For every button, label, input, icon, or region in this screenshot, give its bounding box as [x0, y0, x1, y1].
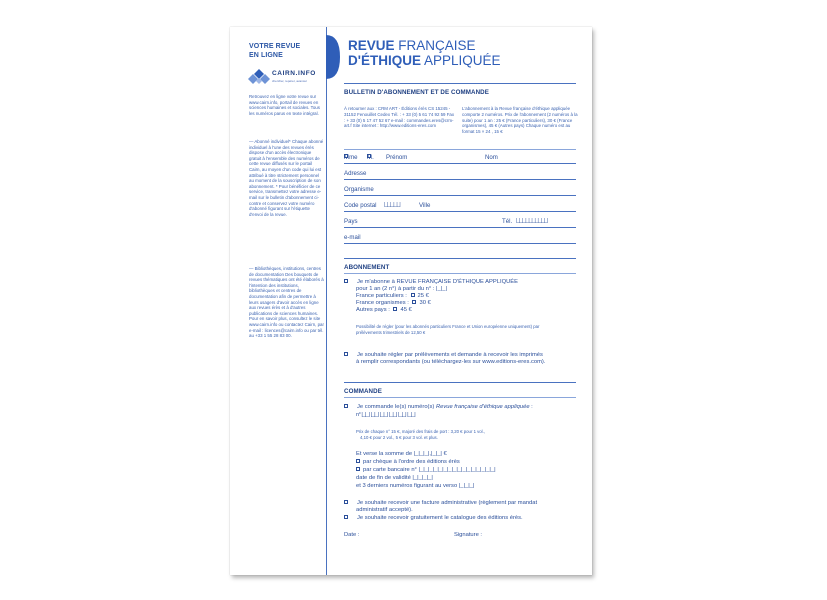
prelevement-note: Possibilité de régler (pour les abonnés particuliers France et Union européenne uniquement) par prélèvements trimestriels de 12,50 € — [356, 324, 540, 335]
sidebar-title: VOTRE REVUE EN LIGNE — [249, 43, 301, 59]
adresse-field[interactable]: Adresse — [344, 170, 576, 180]
abonnement-heading: ABONNEMENT — [344, 264, 390, 271]
sidebar-individual: — Abonné individuel* Chaque abonné individuel à l'une des revues érès dispose d'un accès électronique gratuit à l'ensemble des numéros de cette revue diffusés sur le portail Cairn, au moyen d'un code qui lui est attribué à titre strictement personnel au moment de la souscription de son abonnement. * Pour bénéficier de ce service, transmettez votre adresse e-mail sur le bulletin d'abonnement ci-contre et conservez votre numéro d'abonné figurant sur l'étiquette d'envoi de la revue. — [249, 139, 324, 217]
cheque-checkbox[interactable] — [356, 459, 360, 463]
email-field[interactable]: e-mail — [344, 234, 576, 244]
divider — [344, 382, 576, 383]
subscribe-start: pour 1 an (2 n°) à partir du n° : |_|_| — [356, 286, 448, 292]
divider — [344, 149, 576, 150]
card-checkbox[interactable] — [356, 467, 360, 471]
price-note-1: Prix de chaque n° 15 €, majoré des frais de port : 3,20 € pour 1 vol., — [356, 429, 486, 434]
card-option[interactable]: par carte bancaire n° |_|_|_|_|_|_|_|_|_|_|_|_|_|_|_|_| — [356, 467, 496, 474]
organisme-field[interactable]: Organisme — [344, 186, 576, 196]
amount-line[interactable]: Et verse la somme de |_|_|_|,|_|_| € — [356, 451, 447, 457]
commande-heading: COMMANDE — [344, 388, 382, 395]
card-cvv[interactable]: et 3 derniers numéros figurant au verso |_|_|_| — [356, 483, 475, 489]
particuliers-checkbox[interactable] — [411, 293, 415, 297]
postal-city-field[interactable]: Code postal |_|_|_|_|_| Ville — [344, 202, 576, 212]
prelevement-line2: à remplir correspondants (ou téléchargez-les sur www.editions-eres.com). — [356, 359, 546, 365]
sidebar-intro: Retrouvez en ligne votre revue sur www.cairn.info, portail de revues en sciences humaines et sociales. Tous les numéros parus en texte intégral. — [249, 94, 320, 116]
price-note-2: 4,10 € pour 2 vol., 5 € pour 3 vol. et plus. — [360, 435, 438, 440]
country-phone-field[interactable]: Pays Tél. |_|_|_|_|_|_|_|_|_|_| — [344, 218, 576, 228]
nom-label: Nom — [485, 154, 498, 161]
signature-field[interactable]: Signature : — [454, 532, 483, 538]
divider — [344, 273, 576, 274]
price-france-organismes[interactable]: France organismes : 30 € — [356, 300, 431, 306]
price-france-particuliers[interactable]: France particuliers : 25 € — [356, 293, 429, 299]
divider — [344, 397, 576, 398]
order-issues-checkbox[interactable] — [344, 404, 348, 408]
phone-boxes[interactable]: |_|_|_|_|_|_|_|_|_|_| — [516, 218, 548, 224]
issue-number-boxes[interactable]: n° |_|_| |_|_| |_|_| |_|_| |_|_| |_|_| — [356, 412, 416, 418]
price-autres-pays[interactable]: Autres pays : 45 € — [356, 307, 412, 313]
postal-code-boxes[interactable]: |_|_|_|_|_| — [384, 202, 401, 208]
divider — [344, 83, 576, 84]
name-field[interactable]: Mme M. Prénom Nom — [344, 154, 576, 164]
journal-title: REVUE FRANÇAISE D'ÉTHIQUE APPLIQUÉE — [348, 38, 501, 68]
organismes-checkbox[interactable] — [412, 300, 416, 304]
cheque-option[interactable]: par chèque à l'ordre des éditions érès — [356, 459, 460, 466]
sidebar-institutions: — Bibliothèques, institutions, centres de documentation Des bouquets de revues thématiques ont été élaborés à l'intention des institutions, bibliothèques et centres de documentation afin de permettre à leurs usagers d'avoir accès en ligne aux revues érès et à d'autres publications de sciences humaines. Pour en savoir plus, consultez le site www.cairn.info ou contactez Cairn, par e-mail : licences@cairn.info ou par tél. au +33 1 55 28 83 00. — [249, 266, 324, 339]
invoice-line2: administratif accepté). — [356, 507, 413, 513]
catalogue-checkbox[interactable] — [344, 515, 348, 519]
catalogue-option[interactable]: Je souhaite recevoir gratuitement le catalogue des éditions érès. — [344, 515, 523, 522]
card-expiry[interactable]: date de fin de validité |_|_|_|_| — [356, 475, 433, 481]
cairn-logo-icon — [248, 69, 270, 85]
prelevement-checkbox[interactable] — [344, 352, 348, 356]
invoice-checkbox[interactable] — [344, 500, 348, 504]
autres-pays-checkbox[interactable] — [393, 307, 397, 311]
divider — [344, 258, 576, 259]
prenom-label: Prénom — [386, 154, 408, 161]
subscribe-checkbox[interactable] — [344, 279, 348, 283]
invoice-option[interactable]: Je souhaite recevoir une facture administrative (règlement par mandat — [344, 500, 537, 507]
bulletin-heading: BULLETIN D'ABONNEMENT ET DE COMMANDE — [344, 89, 489, 96]
order-form-page — [230, 27, 592, 575]
return-address: À retourner aux : CRM ART - Éditions érès CS 15245 - 31152 Fenouillet Cedex Tél. : + 33 (0) 5 61 74 92 59 Fax : + 33 (0) 5 17 47 52 67 e-mail : commandes.eres@crm-art.f Site internet : http://www.editions-eres.com — [344, 106, 455, 129]
subscription-notes: L'abonnement à la Revue française d'éthique appliquée comporte 2 numéros. Prix de l'abonnement (2 numéros à la suite) pour 1 an : 25 € (France particuliers), 30 € (France organismes), 45 € (Autres pays) Chaque numéro est au format 15 × 24 , 15 € — [462, 106, 578, 135]
subscribe-option[interactable]: Je m'abonne à REVUE FRANÇAISE D'ÉTHIQUE APPLIQUÉE — [344, 279, 518, 286]
sidebar — [230, 27, 327, 575]
banner-arc-icon — [326, 35, 342, 79]
cairn-logo: CAIRN.INFO chercher, repérer, avancer — [248, 68, 324, 88]
prelevement-option[interactable]: Je souhaite régler par prélèvements et demande à recevoir les imprimés — [344, 352, 543, 359]
order-issues-option[interactable]: Je commande le(s) numéro(s) Revue française d'éthique appliquée : — [344, 404, 533, 411]
date-field[interactable]: Date : — [344, 532, 360, 538]
